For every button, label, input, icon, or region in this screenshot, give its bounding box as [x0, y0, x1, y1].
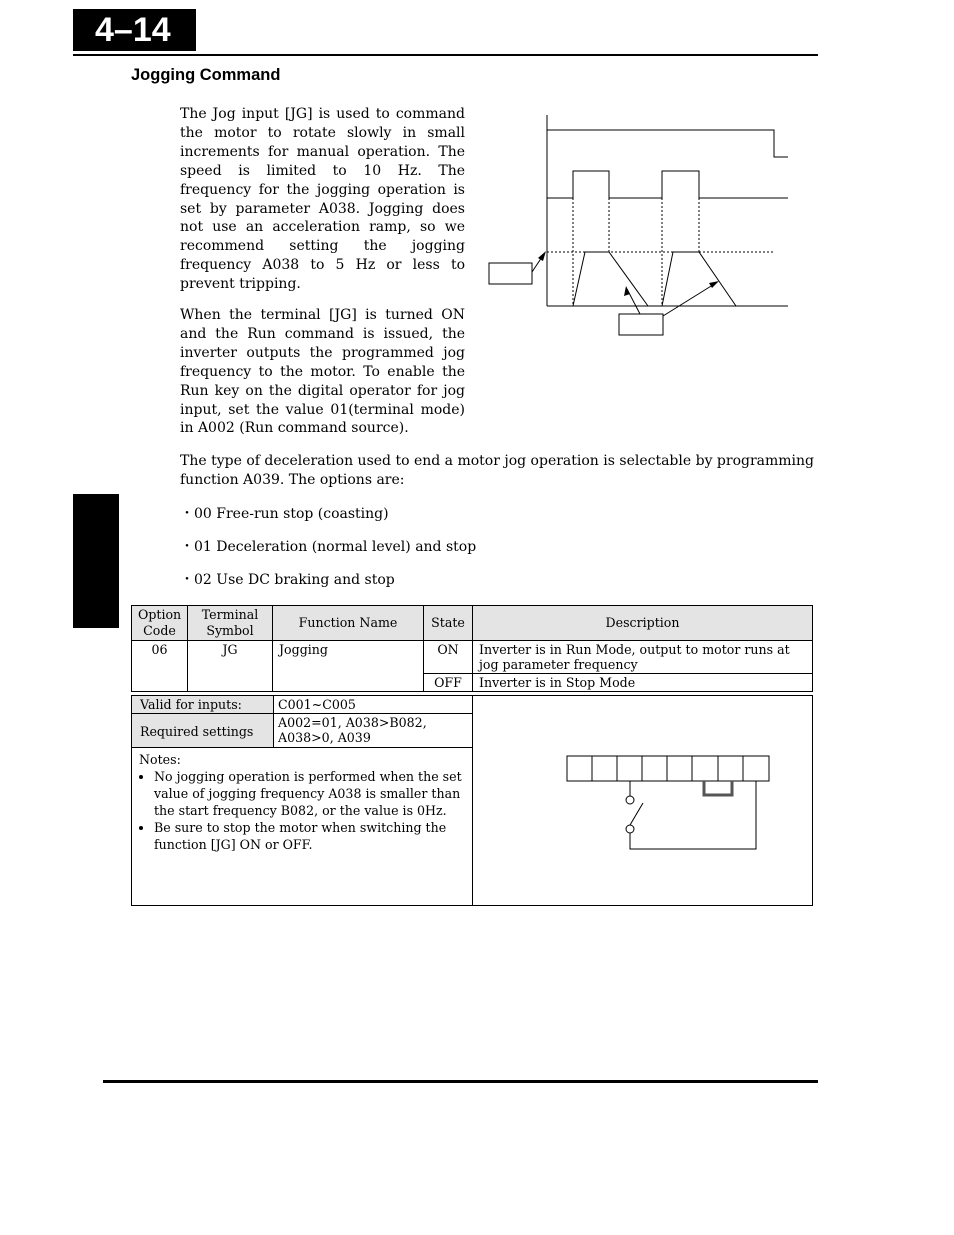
header-terminal-symbol: Terminal Symbol — [188, 606, 273, 641]
cell-function-name: Jogging — [273, 641, 424, 692]
common-wire — [630, 781, 756, 849]
cell-terminal-symbol: JG — [188, 641, 273, 692]
footer-rule — [103, 1080, 818, 1083]
note-item: • Be sure to stop the motor when switching the function [JG] ON or OFF. — [154, 819, 467, 853]
valid-inputs-label: Valid for inputs: — [132, 696, 273, 713]
header-description: Description — [473, 606, 813, 641]
cell-option-code: 06 — [132, 641, 188, 692]
required-settings-value: A002=01, A038>B082, A038>0, A039 — [278, 715, 427, 745]
jog-freq-label-box — [489, 263, 532, 284]
header-function-name: Function Name — [273, 606, 424, 641]
section-title: Jogging Command — [131, 66, 281, 84]
switch-lever — [630, 803, 643, 825]
switch-contact-top — [626, 796, 634, 804]
jog-function-table — [131, 605, 813, 692]
arrow-head-2 — [624, 286, 630, 296]
jog-intro-paragraph: The Jog input [JG] is used to command the motor to rotate slowly in small increments for manual operation. The speed is limited to 10 Hz. The frequency for the jogging operation is set by parameter A038. Jogging does not use an acceleration ramp, so we recommend setting the jogging frequency A038 to 5 Hz or less to prevent tripping. — [180, 106, 465, 293]
output-pulse-1 — [573, 252, 648, 306]
required-settings-label: Required settings — [132, 714, 273, 747]
valid-inputs-value: C001~C005 — [278, 697, 356, 712]
settings-panel — [131, 695, 813, 906]
note-item: • No jogging operation is performed when the set value of jogging frequency A038 is smaller than the start frequency B082, or the value is 0Hz. — [154, 768, 467, 819]
switch-contact-bottom — [626, 825, 634, 833]
cell-state-off: OFF — [424, 674, 473, 692]
table-header-row — [132, 606, 813, 641]
header-option-code: Option Code — [132, 606, 188, 641]
header-rule — [73, 54, 818, 56]
header-state: State — [424, 606, 473, 641]
chapter-side-tab — [73, 494, 119, 628]
terminal-wiring-diagram — [562, 746, 777, 856]
table-row — [132, 641, 813, 674]
cell-state-on: ON — [424, 641, 473, 674]
option-bullet-00: ・00 Free-run stop (coasting) — [180, 506, 389, 522]
option-bullet-01: ・01 Deceleration (normal level) and stop — [180, 539, 477, 555]
cell-desc-on: Inverter is in Run Mode, output to motor runs at jog parameter frequency — [473, 641, 813, 674]
jog-timing-diagram — [480, 110, 800, 345]
page-number: 4–14 — [73, 9, 196, 51]
notes-block — [139, 751, 467, 853]
run-signal — [547, 130, 788, 157]
cell-desc-off: Inverter is in Stop Mode — [473, 674, 813, 692]
jog-enable-paragraph: When the terminal [JG] is turned ON and the Run command is issued, the inverter outputs the programmed jog frequency to the motor. To enable the Run key on the digital operator for jog input, set the value 01(terminal mode) in A002 (Run command source). — [180, 307, 465, 437]
option-bullet-02: ・02 Use DC braking and stop — [180, 572, 395, 588]
decel-label-box — [619, 314, 663, 335]
terminal-block — [567, 756, 769, 781]
notes-title: Notes: — [139, 752, 181, 767]
deceleration-paragraph: The type of deceleration used to end a motor jog operation is selectable by programming function A039. The options are: — [180, 453, 815, 488]
jumper — [704, 781, 732, 795]
arrow-head-1 — [538, 251, 546, 261]
jg-signal — [547, 171, 788, 198]
output-pulse-2 — [662, 252, 736, 306]
